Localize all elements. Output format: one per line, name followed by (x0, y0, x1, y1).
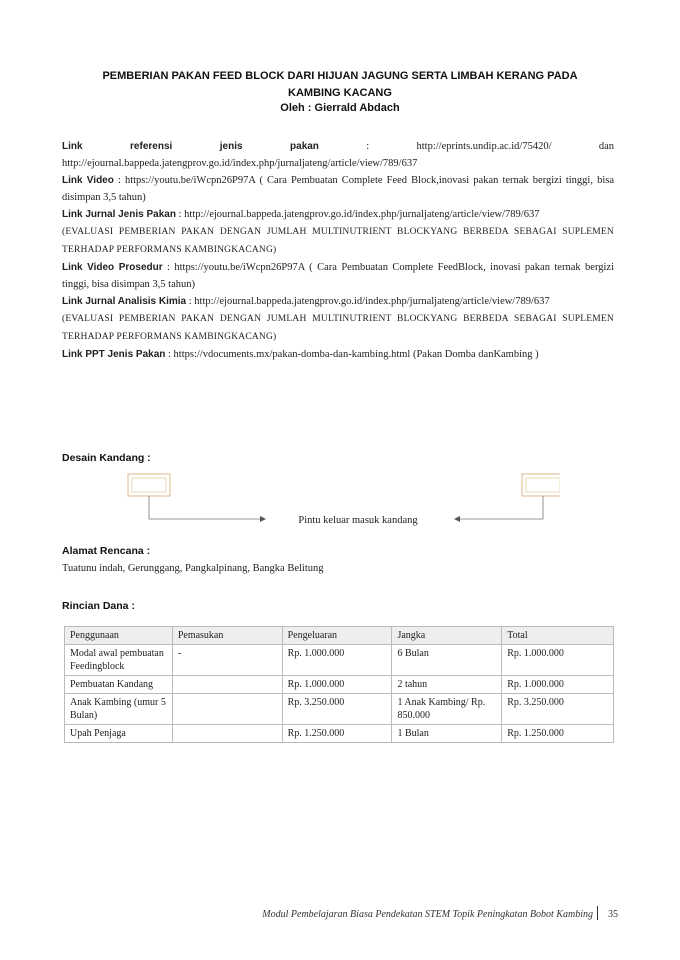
table-cell: Rp. 3.250.000 (502, 694, 614, 725)
table-cell: Rp. 1.250.000 (502, 725, 614, 743)
ref-label: Link Jurnal Analisis Kimia (62, 296, 187, 307)
table-cell: Rp. 1.000.000 (282, 676, 392, 694)
table-cell: - (172, 645, 282, 676)
left-connector-line (149, 496, 260, 519)
door-label: Pintu keluar masuk kandang (298, 515, 418, 526)
ref-item (62, 293, 614, 346)
left-pen-inner (132, 478, 166, 492)
ref-text: : http://eprints.undip.ac.id/75420/ dan http://ejournal.bappeda.jatengprov.go.id/index.php/jurnaljateng/article/view/789/637 (62, 141, 614, 169)
ref-label: Link Jurnal Jenis Pakan (62, 209, 176, 220)
ref-item (62, 206, 614, 259)
ref-text: : https://youtu.be/iWcpn26P97A ( Cara Pembuatan Complete FeedBlock, inovasi pakan ternak bergizi tinggi, bisa disimpan 3,5 tahun) (62, 262, 614, 290)
right-connector-line (460, 496, 543, 519)
table-cell: Rp. 1.000.000 (502, 645, 614, 676)
ref-label: Link Video (62, 175, 114, 186)
ref-label: Link PPT Jenis Pakan (62, 349, 166, 360)
table-cell (172, 694, 282, 725)
footer-separator (597, 906, 598, 920)
table-row (65, 725, 614, 743)
table-cell (172, 725, 282, 743)
kandang-diagram (120, 470, 560, 530)
ref-text: : http://ejournal.bappeda.jatengprov.go.id/index.php/jurnaljateng/article/view/789/637 (175, 209, 540, 220)
header-cell: Pengeluaran (282, 627, 392, 645)
table-cell: Rp. 1.000.000 (502, 676, 614, 694)
table-cell: 1 Anak Kambing/ Rp. 850.000 (392, 694, 502, 725)
ref-caption: (EVALUASI PEMBERIAN PAKAN DENGAN JUMLAH MULTINUTRIENT BLOCKYANG BERBEDA SEBAGAI SUPLEMEN TERHADAP PERFORMANS KAMBINGKACANG) (62, 227, 614, 255)
alamat-rencana-label: Alamat Rencana : (62, 545, 151, 557)
table-cell: Rp. 1.000.000 (282, 645, 392, 676)
reference-links (62, 138, 614, 363)
table-cell: Upah Penjaga (65, 725, 173, 743)
header-cell: Penggunaan (65, 627, 173, 645)
table-row (65, 676, 614, 694)
ref-item (62, 346, 614, 363)
footer-text: Modul Pembelajaran Biasa Pendekatan STEM Topik Peningkatan Bobot Kambing (262, 909, 593, 920)
page-number: 35 (608, 909, 618, 920)
document-title (62, 68, 618, 102)
ref-caption: (EVALUASI PEMBERIAN PAKAN DENGAN JUMLAH MULTINUTRIENT BLOCKYANG BERBEDA SEBAGAI SUPLEMEN TERHADAP PERFORMANS KAMBINGKACANG) (62, 314, 614, 342)
title-line-2: KAMBING KACANG (288, 87, 392, 99)
title-line-1: PEMBERIAN PAKAN FEED BLOCK DARI HIJUAN JAGUNG SERTA LIMBAH KERANG PADA (102, 70, 578, 82)
right-arrow-head (454, 516, 460, 522)
author-line: Oleh : Gierrald Abdach (280, 102, 400, 114)
table-cell: Rp. 3.250.000 (282, 694, 392, 725)
table-row (65, 645, 614, 676)
alamat-rencana-text: Tuatunu indah, Gerunggang, Pangkalpinang, Bangka Belitung (62, 563, 324, 574)
table-cell: Pembuatan Kandang (65, 676, 173, 694)
ref-text: : https://vdocuments.mx/pakan-domba-dan-kambing.html (Pakan Domba danKambing ) (165, 349, 539, 360)
left-pen-box (128, 474, 170, 496)
rincian-dana-table (64, 626, 614, 743)
page-footer (262, 906, 618, 920)
header-cell: Total (502, 627, 614, 645)
left-arrow-head (260, 516, 266, 522)
table-header-row (65, 627, 614, 645)
ref-item (62, 138, 614, 172)
table-cell: Anak Kambing (umur 5 Bulan) (65, 694, 173, 725)
right-pen-inner (526, 478, 560, 492)
rincian-dana-label: Rincian Dana : (62, 600, 135, 612)
table-cell: 6 Bulan (392, 645, 502, 676)
table-cell (172, 676, 282, 694)
table-cell: Modal awal pembuatan Feedingblock (65, 645, 173, 676)
table-cell: 1 Bulan (392, 725, 502, 743)
right-pen-box (522, 474, 560, 496)
ref-text: : https://youtu.be/iWcpn26P97A ( Cara Pembuatan Complete Feed Block,inovasi pakan ternak bergizi tinggi, bisa disimpan 3,5 tahun) (62, 175, 614, 203)
header-cell: Jangka (392, 627, 502, 645)
ref-label: Link referensi jenis pakan (62, 141, 319, 152)
header-cell: Pemasukan (172, 627, 282, 645)
ref-text: : http://ejournal.bappeda.jatengprov.go.id/index.php/jurnaljateng/article/view/789/637 (186, 296, 550, 307)
table-cell: Rp. 1.250.000 (282, 725, 392, 743)
desain-kandang-label: Desain Kandang : (62, 452, 151, 464)
table-cell: 2 tahun (392, 676, 502, 694)
table-row (65, 694, 614, 725)
ref-label: Link Video Prosedur (62, 262, 163, 273)
ref-item (62, 172, 614, 206)
ref-item (62, 259, 614, 293)
